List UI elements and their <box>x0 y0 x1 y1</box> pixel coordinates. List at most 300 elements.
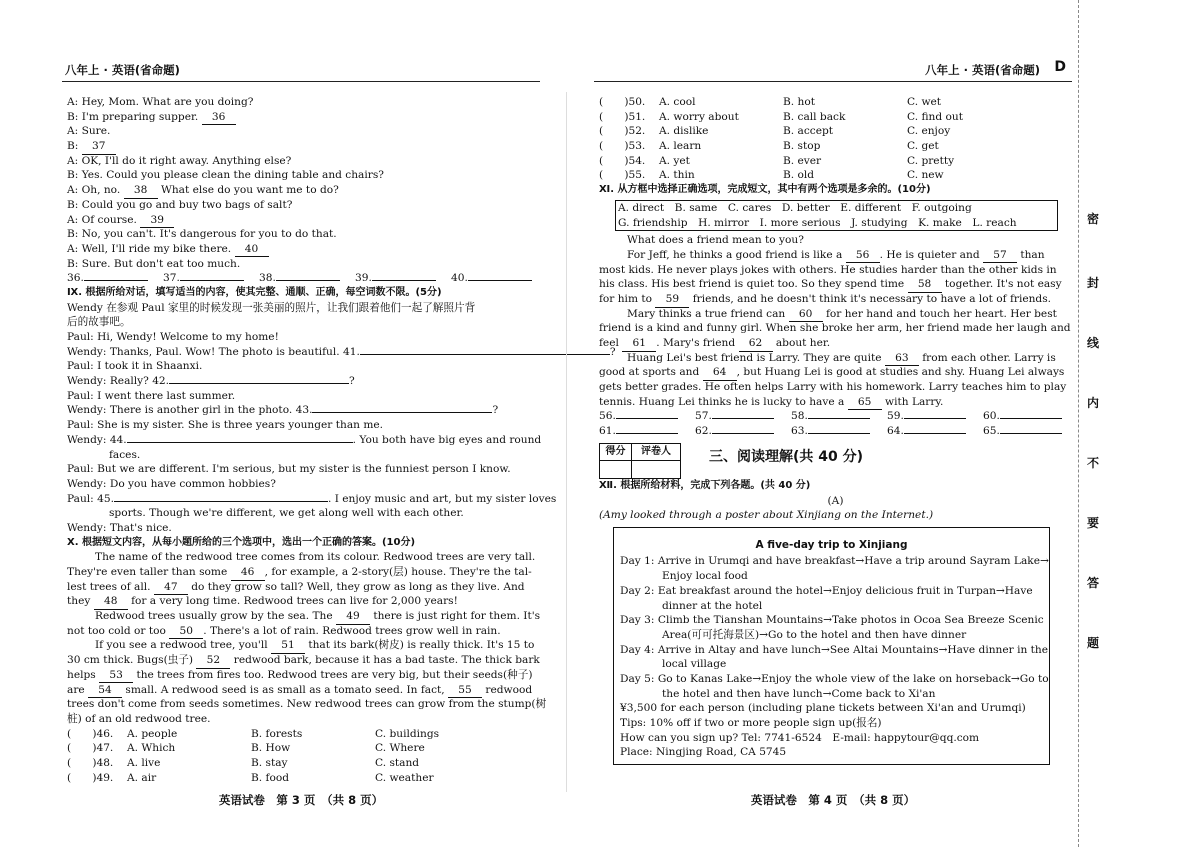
dialog-line <box>67 124 540 139</box>
dialog-text: Paul: She is my sister. She is three years younger than me. <box>67 419 384 432</box>
passage-text: helps <box>67 668 100 681</box>
seal-line-char: 内 <box>1087 396 1100 410</box>
grader-cell[interactable] <box>632 461 680 478</box>
score-label: 得分 <box>600 444 632 461</box>
answer-row <box>599 409 1072 424</box>
dialog-text: Wendy: Thanks, Paul. Wow! The photo is beautiful. 41. <box>67 345 360 358</box>
passage-text: gets better grades. He often helps Larry with his homework. Larry teaches him to play <box>599 381 1067 394</box>
option-b[interactable]: B. accept <box>783 125 834 138</box>
answer-line[interactable] <box>127 442 353 443</box>
option-c[interactable]: C. pretty <box>907 154 955 167</box>
passage-line <box>67 653 540 668</box>
passage-text: do they grow so tall? Well, they grow as long as they live. And <box>187 580 525 593</box>
dialog-text: ? <box>609 345 616 358</box>
question-number: ( )53. <box>599 140 646 153</box>
passage-line <box>599 307 1072 322</box>
answer-blank[interactable]: 56 <box>846 248 880 264</box>
dialog-line <box>67 110 540 125</box>
option-c[interactable]: C. enjoy <box>907 125 951 138</box>
dialog-line <box>67 257 540 272</box>
passage-text: . There's a lot of rain. Redwood trees grow well in rain. <box>203 624 501 637</box>
choice-row[interactable] <box>67 756 540 771</box>
passage-line <box>599 292 1072 307</box>
answer-blank[interactable]: 49 <box>336 609 370 625</box>
passage-text: with Larry. <box>881 395 944 408</box>
answer-line[interactable] <box>808 418 870 419</box>
passage-line <box>67 712 540 727</box>
answer-number: 58. <box>791 410 808 423</box>
answer-line[interactable] <box>712 433 774 434</box>
choice-row[interactable] <box>599 95 1072 110</box>
answer-line[interactable] <box>169 383 349 384</box>
poster-line: dinner at the hotel <box>662 599 763 612</box>
section-title: Ⅺ. 从方框中选择正确选项，完成短文，其中有两个选项是多余的。(10分) <box>599 184 931 196</box>
passage-text: Huang Lei's best friend is Larry. They are quite <box>627 351 885 364</box>
dialog-text: A: Hey, Mom. What are you doing? <box>67 96 254 108</box>
score-area <box>599 443 1072 479</box>
answer-cell <box>599 424 695 439</box>
option-b[interactable]: B. ever <box>783 154 822 167</box>
passage-text: together. It's not easy <box>941 278 1062 291</box>
passage-line <box>599 365 1072 380</box>
answer-line[interactable] <box>114 501 328 502</box>
answer-number: 37. <box>163 272 180 285</box>
dialog-line <box>67 213 540 228</box>
answer-cell <box>791 409 887 424</box>
answer-number: 56. <box>599 410 616 423</box>
dialog-text: Wendy: Do you have common hobbies? <box>67 477 276 490</box>
passage-line <box>67 550 540 565</box>
passage-line <box>67 624 540 639</box>
passage-text: . He is quieter and <box>879 248 983 261</box>
option-a[interactable]: A. dislike <box>659 125 709 138</box>
passage-text: . Mary's friend <box>656 337 739 349</box>
answer-blank[interactable]: 40 <box>235 242 269 258</box>
dialog-text: A: Sure. <box>67 125 111 138</box>
answer-cell <box>259 271 355 286</box>
dialog-line <box>67 183 540 198</box>
dialog-text: Wendy: Really? 42. <box>67 375 170 388</box>
option-c[interactable]: C. get <box>907 140 939 153</box>
passage-text: there is just right for them. It's <box>369 610 541 623</box>
dialog-text: B: Sure. But don't eat too much. <box>67 257 241 270</box>
grader-label: 评卷人 <box>632 444 680 461</box>
answer-number: 38. <box>259 272 276 285</box>
dialog-text: Paul: But we are different. I'm serious, but my sister is the funniest person I know. <box>67 463 511 476</box>
answer-number: 62. <box>695 425 712 438</box>
option-a[interactable]: A. worry about <box>659 110 739 123</box>
passage-line <box>67 683 540 698</box>
option-c[interactable]: C. Where <box>375 742 425 755</box>
option-c[interactable]: C. stand <box>375 756 420 769</box>
passage-text: 桩) of an old redwood tree. <box>67 712 211 725</box>
dialog-text: Wendy: There is another girl in the photo. 43. <box>67 404 313 417</box>
passage-line <box>67 697 547 712</box>
answer-line[interactable] <box>616 418 678 419</box>
passage-line <box>67 609 540 624</box>
option-a[interactable]: A. yet <box>659 154 690 167</box>
section-title: Ⅹ. 根据短文内容，从每小题所给的三个选项中，选出一个正确的答案。(10分) <box>67 536 416 548</box>
answer-line[interactable] <box>468 280 532 281</box>
poster-line: Day 4: Arrive in Altay and have lunch→See Altai Mountains→Have dinner in the <box>620 643 1049 656</box>
answer-line[interactable] <box>372 280 436 281</box>
dialog-text: Wendy: That's nice. <box>67 521 172 534</box>
question-number: ( )50. <box>599 96 646 108</box>
answer-number: 40. <box>451 272 468 285</box>
poster-line: Day 3: Climb the Tianshan Mountains→Take photos in Ocoa Sea Breeze Scenic <box>620 614 1044 627</box>
poster-line: Day 2: Eat breakfast around the hotel→Enjoy delicious fruit in Turpan→Have <box>620 584 1033 597</box>
passage-line <box>67 565 540 580</box>
passage-line <box>599 395 1072 410</box>
answer-blank[interactable]: 65 <box>848 395 882 411</box>
passage-text: If you see a redwood tree, you'll <box>95 639 271 652</box>
dialog-line <box>67 242 540 257</box>
poster-box <box>613 527 1050 765</box>
answer-number: 65. <box>983 425 1000 438</box>
score-box <box>599 443 681 479</box>
option-b[interactable]: B. How <box>251 742 291 755</box>
dialog-text: Paul: Hi, Wendy! Welcome to my home! <box>67 331 279 343</box>
answer-blank[interactable]: 37 <box>82 139 116 155</box>
answer-blank[interactable]: 57 <box>983 248 1017 264</box>
answer-blank[interactable]: 62 <box>739 336 773 352</box>
passage-text: not too cold or too <box>67 624 170 637</box>
passage-line <box>67 594 540 609</box>
right-content <box>599 95 1072 765</box>
answer-blank[interactable]: 36 <box>202 110 236 126</box>
answer-line[interactable] <box>180 280 244 281</box>
answer-number: 63. <box>791 425 808 438</box>
dialog-line <box>67 154 540 169</box>
option-a[interactable]: A. live <box>127 756 161 769</box>
choice-row[interactable] <box>599 168 1072 183</box>
answer-row <box>67 271 540 286</box>
answer-number: 36. <box>67 272 84 285</box>
dialog-text: ? <box>492 404 499 417</box>
question-number: ( )48. <box>67 756 114 769</box>
passage-line <box>67 638 540 653</box>
answer-line[interactable] <box>360 354 610 355</box>
answer-line[interactable] <box>904 418 966 419</box>
seal-line-char: 题 <box>1087 636 1100 650</box>
answer-number: 60. <box>983 410 1000 423</box>
option-c[interactable]: C. new <box>907 169 944 182</box>
answer-blank[interactable]: 63 <box>885 351 919 367</box>
dialog-text: faces. <box>109 448 141 461</box>
answer-cell <box>163 271 259 286</box>
answer-blank[interactable]: 55 <box>448 683 482 699</box>
page-divider <box>566 92 567 792</box>
paper-version-letter: D <box>1054 59 1066 75</box>
option-a[interactable]: A. people <box>127 727 178 740</box>
passage-line <box>599 263 1072 278</box>
dialog-text: A: Of course. <box>67 213 141 226</box>
passage-text: that its bark(树皮) is really thick. It's 15 to <box>304 639 535 652</box>
option-b[interactable]: B. stop <box>783 140 821 153</box>
answer-blank[interactable]: 59 <box>655 292 689 308</box>
dialog-text: Paul: 45. <box>67 492 114 505</box>
page-footer-right: 英语试卷 第 4 页 （共 8 页） <box>750 793 916 807</box>
seal-line-char: 密 <box>1087 212 1100 226</box>
option-a[interactable]: A. air <box>127 771 157 784</box>
choice-row[interactable] <box>599 124 1072 139</box>
word-box-line: G. friendship H. mirror I. more serious J. studying K. make L. reach <box>618 216 1017 229</box>
poster-intro: (Amy looked through a poster about Xinjiang on the Internet.) <box>599 509 934 522</box>
dialog-line <box>67 448 540 463</box>
passage-text: good at sports and <box>599 366 703 379</box>
dialog-text: B: Yes. Could you please clean the dining table and chairs? <box>67 169 384 182</box>
question-number: ( )46. <box>67 727 114 740</box>
passage-line <box>599 277 1072 292</box>
score-cell[interactable] <box>600 461 632 478</box>
answer-line[interactable] <box>276 280 340 281</box>
answer-blank[interactable]: 50 <box>169 624 203 640</box>
dialog-text: A: Well, I'll ride my bike there. <box>67 242 235 255</box>
passage-text: than <box>1016 248 1045 261</box>
answer-cell <box>67 271 163 286</box>
option-b[interactable]: B. old <box>783 169 815 182</box>
option-c[interactable]: C. wet <box>907 96 942 108</box>
dialog-line <box>67 198 540 213</box>
choice-row[interactable] <box>67 771 540 786</box>
answer-cell <box>887 409 983 424</box>
passage-text: for a very long time. Redwood trees can live for 2,000 years! <box>127 595 458 608</box>
answer-cell <box>983 424 1079 439</box>
seal-line-char: 线 <box>1087 336 1100 350</box>
answer-cell <box>451 271 547 286</box>
answer-blank[interactable]: 38 <box>124 183 158 199</box>
option-c[interactable]: C. find out <box>907 110 963 123</box>
poster-title: A five-day trip to Xinjiang <box>755 538 908 551</box>
poster-line: Day 5: Go to Kanas Lake→Enjoy the whole view of the lake on horseback→Go to <box>620 672 1049 685</box>
page-header-left: 八年上 · 英语(省命题) <box>62 60 540 82</box>
answer-blank[interactable]: 51 <box>271 638 305 654</box>
answer-cell <box>983 409 1079 424</box>
answer-blank[interactable]: 54 <box>88 683 122 699</box>
choice-row[interactable] <box>599 154 1072 169</box>
section-intro: Wendy 在参观 Paul 家里的时候发现一张美丽的照片，让我们跟着他们一起了解照片背 <box>67 301 476 314</box>
answer-number: 39. <box>355 272 372 285</box>
answer-blank[interactable]: 39 <box>140 213 174 229</box>
poster-line: How can you sign up? Tel: 7741-6524 E-mail: happytour@qq.com <box>620 731 980 744</box>
dialog-line <box>67 359 540 374</box>
poster-line: local village <box>662 658 727 671</box>
dialog-text: B: I'm preparing supper. <box>67 110 202 123</box>
answer-line[interactable] <box>1000 418 1062 419</box>
passage-text: about her. <box>772 337 831 349</box>
answer-blank[interactable]: 64 <box>703 365 737 381</box>
passage-text: The name of the redwood tree comes from its colour. Redwood trees are very tall. <box>95 551 536 564</box>
passage-line <box>599 351 1072 366</box>
passage-text: , for example, a 2-story(层) house. They're the tal- <box>264 566 532 578</box>
answer-line[interactable] <box>904 433 966 434</box>
answer-number: 64. <box>887 425 904 438</box>
answer-blank[interactable]: 48 <box>94 594 128 610</box>
page-footer-left: 英语试卷 第 3 页 （共 8 页） <box>218 793 384 807</box>
page-header-right: 八年上 · 英语(省命题) D <box>594 60 1072 82</box>
passage-text: for her hand and touch her heart. Her best <box>822 307 1057 320</box>
answer-blank[interactable]: 53 <box>99 668 133 684</box>
dialog-line <box>67 521 540 536</box>
answer-line[interactable] <box>616 433 678 434</box>
passage-line <box>599 336 1072 351</box>
passage-text: 30 cm thick. Bugs(虫子) <box>67 654 197 667</box>
answer-number: 59. <box>887 410 904 423</box>
choice-row[interactable] <box>67 741 540 756</box>
passage-text: Mary thinks a true friend can <box>627 307 789 320</box>
passage-text: they <box>67 595 94 608</box>
option-a[interactable]: A. cool <box>659 96 696 108</box>
poster-line: Day 1: Arrive in Urumqi and have breakfast→Have a trip around Sayram Lake→ <box>620 555 1049 568</box>
option-b[interactable]: B. hot <box>783 96 815 108</box>
passage-line <box>67 580 540 595</box>
question-number: ( )52. <box>599 125 646 138</box>
option-a[interactable]: A. Which <box>127 742 176 755</box>
dialog-line <box>67 227 540 242</box>
answer-cell <box>791 424 887 439</box>
poster-line: ¥3,500 for each person (including plane tickets between Xi'an and Urumqi) <box>620 702 1026 715</box>
answer-cell <box>695 424 791 439</box>
dialog-line <box>67 433 540 448</box>
dialog-line <box>67 418 540 433</box>
passage-line <box>599 248 1072 263</box>
passage-text: tennis. Huang Lei thinks he is lucky to have a <box>599 395 848 408</box>
answer-line[interactable] <box>712 418 774 419</box>
passage-text: trees don't come from seeds sometimes. New redwood trees can grow from the stump(树 <box>67 698 547 711</box>
question-number: ( )47. <box>67 742 114 755</box>
seal-line-char: 要 <box>1087 516 1100 530</box>
choice-row[interactable] <box>67 727 540 742</box>
passage-text: feel <box>599 337 623 349</box>
dialog-line <box>67 477 540 492</box>
passage-text: most kids. He never plays jokes with others. He studies harder than the other kids in <box>599 263 1057 276</box>
passage-text: lest trees of all. <box>67 580 154 593</box>
passage-text: friends, and he doesn't think it's necessary to have a lot of friends. <box>689 292 1052 305</box>
question-number: ( )54. <box>599 154 646 167</box>
answer-row <box>599 424 1072 439</box>
answer-line[interactable] <box>84 280 148 281</box>
answer-line[interactable] <box>808 433 870 434</box>
answer-cell <box>887 424 983 439</box>
option-b[interactable]: B. food <box>251 771 289 784</box>
dialog-line <box>67 389 540 404</box>
option-a[interactable]: A. thin <box>659 169 695 182</box>
passage-text: , but Huang Lei is good at studies and shy. Huang Lei always <box>736 366 1065 379</box>
poster-line: Area(可可托海景区)→Go to the hotel and then have dinner <box>662 628 967 641</box>
dialog-text: Paul: I took it in Shaanxi. <box>67 360 203 373</box>
answer-cell <box>599 409 695 424</box>
dialog-line <box>67 168 540 183</box>
passage-text: What does a friend mean to you? <box>627 234 804 247</box>
section-title: Ⅸ. 根据所给对话，填写适当的内容，使其完整、通顺、正确，每空词数不限。(5分) <box>67 286 442 298</box>
question-number: ( )49. <box>67 771 114 784</box>
seal-line-sidebar <box>1078 0 1108 847</box>
passage-line <box>599 321 1072 336</box>
passage-text: redwood bark, because it has a bad taste. The thick bark <box>230 654 540 667</box>
dialog-text: B: <box>67 140 82 153</box>
option-b[interactable]: B. call back <box>783 110 846 123</box>
dialog-text: A: OK, I'll do it right away. Anything else? <box>67 154 292 167</box>
seal-line-char: 答 <box>1087 576 1100 590</box>
sub-heading: (A) <box>827 494 844 507</box>
answer-blank[interactable]: 52 <box>196 653 230 669</box>
dialog-text: B: Could you go and buy two bags of salt? <box>67 198 293 211</box>
dialog-text: Wendy: 44. <box>67 433 127 446</box>
answer-number: 57. <box>695 410 712 423</box>
passage-text: friend is a kind and funny girl. When she broke her arm, her friend made her laugh and <box>599 322 1071 335</box>
option-b[interactable]: B. forests <box>251 727 303 740</box>
dialog-line <box>67 462 540 477</box>
word-box-line: A. direct B. same C. cares D. better E. different F. outgoing <box>618 201 972 214</box>
part-title: 三、阅读理解(共 40 分) <box>709 448 864 465</box>
dialog-text: What else do you want me to do? <box>157 184 339 197</box>
word-box <box>615 200 1058 231</box>
poster-line: Enjoy local food <box>662 570 748 583</box>
answer-line[interactable] <box>1000 433 1062 434</box>
choice-row[interactable] <box>599 139 1072 154</box>
dialog-text: . I enjoy music and art, but my sister loves <box>327 492 557 505</box>
passage-text: They're even taller than some <box>67 566 231 578</box>
passage-text: from each other. Larry is <box>918 351 1056 364</box>
dialog-text: Paul: I went there last summer. <box>67 389 236 402</box>
answer-blank[interactable]: 46 <box>231 565 265 581</box>
answer-cell <box>695 409 791 424</box>
passage-text: redwood <box>482 683 533 696</box>
seal-line-char: 不 <box>1087 456 1100 470</box>
passage-text: are <box>67 683 89 696</box>
answer-blank[interactable]: 47 <box>154 580 188 596</box>
passage-text: for him to <box>599 292 656 305</box>
answer-blank[interactable]: 58 <box>908 277 942 293</box>
passage-text: his class. His best friend is quiet too. So they spend time <box>599 278 908 291</box>
section-intro: 后的故事吧。 <box>67 316 131 329</box>
passage-text: Redwood trees usually grow by the sea. The <box>95 610 336 623</box>
option-c[interactable]: C. buildings <box>375 727 440 740</box>
answer-blank[interactable]: 61 <box>622 336 656 352</box>
section-title: Ⅻ. 根据所给材料，完成下列各题。(共 40 分) <box>599 479 811 491</box>
poster-line: the hotel and then have lunch→Come back to Xi'an <box>662 687 936 700</box>
option-b[interactable]: B. stay <box>251 756 288 769</box>
dialog-line <box>67 506 540 521</box>
dialog-text: B: No, you can't. It's dangerous for you to do that. <box>67 228 337 241</box>
option-c[interactable]: C. weather <box>375 771 434 784</box>
right-page <box>594 0 1072 847</box>
passage-text: the trees from fires too. Redwood trees are very big, but their seeds(种子) <box>133 668 533 681</box>
dialog-text: ? <box>349 375 355 388</box>
dialog-line <box>67 139 540 154</box>
dialog-line <box>67 95 540 110</box>
passage-line <box>67 668 540 683</box>
poster-line: Tips: 10% off if two or more people sign up(报名) <box>620 717 882 730</box>
dialog-line <box>67 330 540 345</box>
dialog-text: A: Oh, no. <box>67 184 124 197</box>
answer-cell <box>355 271 451 286</box>
passage-text: For Jeff, he thinks a good friend is like a <box>627 248 846 261</box>
answer-line[interactable] <box>312 412 492 413</box>
option-a[interactable]: A. learn <box>659 140 702 153</box>
dialog-line <box>67 345 616 360</box>
question-number: ( )51. <box>599 110 646 123</box>
choice-row[interactable] <box>599 110 1072 125</box>
poster-line: Place: Ningjing Road, CA 5745 <box>620 746 787 759</box>
question-number: ( )55. <box>599 169 646 182</box>
dialog-text: sports. Though we're different, we get along well with each other. <box>109 507 464 520</box>
answer-blank[interactable]: 60 <box>789 307 823 323</box>
passage-line <box>599 233 1072 248</box>
seal-line-char: 封 <box>1087 276 1100 290</box>
dialog-text: . You both have big eyes and round <box>352 433 542 446</box>
passage-text: small. A redwood seed is as small as a tomato seed. In fact, <box>122 683 449 696</box>
